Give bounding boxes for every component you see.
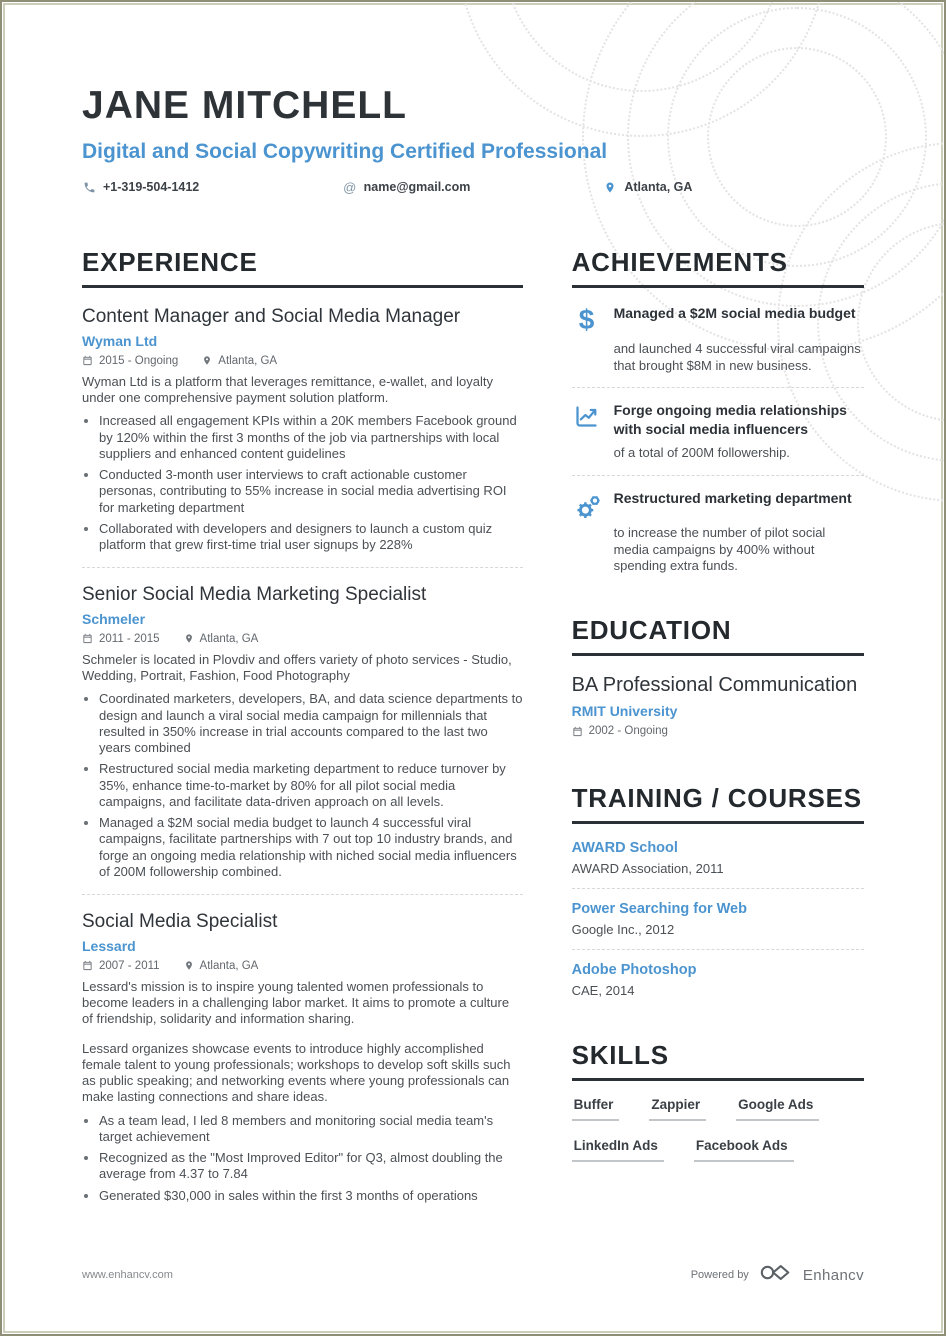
- course-name: Adobe Photoshop: [571, 962, 697, 979]
- location-pin-icon: [184, 633, 194, 644]
- calendar-icon: [572, 726, 583, 737]
- divider: [82, 567, 523, 568]
- location-pin-icon: [603, 181, 617, 194]
- skill-list: [572, 1097, 864, 1162]
- job-company: Schmeler: [82, 610, 146, 627]
- education-heading: EDUCATION: [572, 615, 864, 656]
- achievement-item: [572, 401, 864, 462]
- skill-tag: Zappier: [649, 1097, 706, 1121]
- bullet-item: • Generated $30,000 in sales within the first 3 months of operations: [99, 1188, 523, 1204]
- experience-heading: EXPERIENCE: [82, 247, 523, 288]
- job-entry: [82, 582, 523, 880]
- phone-icon: [82, 181, 96, 194]
- bullet-item: • Restructured social media marketing department to reduce turnover by 35%, enhance time-to-market by 80% for all pilot social media campaigns, and facilitate data-driven approach on all levels.: [99, 761, 523, 810]
- bullet-item: • As a team lead, I led 8 members and monitoring social media team's target achievement: [99, 1113, 523, 1146]
- calendar-icon: [82, 960, 93, 971]
- job-description: Lessard's mission is to inspire young talented women professionals to become leaders in a challenging labor market. It aims to promote a culture of friendship, solidarity and information sharing.: [82, 978, 510, 1027]
- course-item: [572, 840, 864, 876]
- job-title: Social Media Specialist: [82, 911, 278, 933]
- skills-heading: SKILLS: [572, 1040, 864, 1081]
- calendar-icon: [82, 633, 93, 644]
- person-role-title: Digital and Social Copywriting Certified Professional: [82, 139, 608, 163]
- job-meta: [82, 355, 523, 367]
- page-footer: [82, 1264, 864, 1286]
- job-dates: 2007 - 2011: [82, 960, 160, 972]
- location-pin-icon: [184, 960, 194, 971]
- contact-row: [82, 180, 864, 195]
- job-title: Content Manager and Social Media Manager: [82, 306, 461, 328]
- trend-chart-icon: [572, 401, 602, 438]
- achievements-section: [572, 247, 864, 575]
- powered-by[interactable]: [691, 1264, 864, 1286]
- training-section: [572, 783, 864, 998]
- phone-value: +1-319-504-1412: [103, 180, 200, 195]
- skill-tag: Google Ads: [736, 1097, 819, 1121]
- achievement-title: Restructured marketing department: [613, 489, 852, 506]
- course-org: Google Inc., 2012: [571, 922, 675, 938]
- bullet-item: • Coordinated marketers, developers, BA, and data science departments to design and launch a viral social media campaign for millennials that resulted in 350% increase in trial accounts compared to the last two years combined: [99, 691, 523, 756]
- brand-name: Enhancv: [802, 1266, 864, 1284]
- contact-location: [603, 180, 864, 195]
- achievement-item: [572, 489, 864, 575]
- gears-icon: [572, 489, 602, 518]
- job-description: Lessard organizes showcase events to introduce highly accomplished female talent to young professionals; workshops to develop soft skills such as public speaking; and networking events where young professionals can make lasting connections and share ideas.: [82, 1040, 511, 1105]
- job-company: Wyman Ltd: [82, 332, 158, 349]
- achievement-item: [572, 304, 864, 374]
- achievement-text: to increase the number of pilot social media campaigns by 400% without spending extra funds.: [613, 524, 826, 574]
- email-value[interactable]: name@gmail.com: [363, 180, 471, 195]
- education-meta: [572, 725, 864, 737]
- course-item: [572, 901, 864, 937]
- achievements-heading: ACHIEVEMENTS: [572, 247, 864, 288]
- job-description: Schmeler is located in Plovdiv and offers variety of photo services - Studio, Wedding, Portrait, Fashion, Food Photography: [82, 651, 512, 684]
- course-org: AWARD Association, 2011: [571, 861, 724, 877]
- divider: [572, 949, 864, 950]
- achievement-title: Forge ongoing media relationships with social media influencers: [613, 402, 847, 437]
- degree-title: BA Professional Communication: [571, 674, 858, 696]
- skill-tag: LinkedIn Ads: [572, 1138, 664, 1162]
- job-bullet-list: [82, 691, 523, 880]
- bullet-item: • Conducted 3-month user interviews to craft actionable customer personas, contributing to 55% increase in social media advertising ROI for marketing department: [99, 467, 523, 516]
- divider: [82, 894, 523, 895]
- job-meta: [82, 633, 523, 645]
- job-title: Senior Social Media Marketing Specialist: [82, 584, 427, 606]
- job-location: Atlanta, GA: [184, 960, 259, 972]
- job-meta: [82, 960, 523, 972]
- job-bullet-list: [82, 1113, 523, 1204]
- skill-tag: Facebook Ads: [694, 1138, 794, 1162]
- contact-email[interactable]: [343, 180, 604, 195]
- job-bullet-list: [82, 413, 523, 553]
- course-org: CAE, 2014: [571, 983, 635, 999]
- enhancv-site-link[interactable]: www.enhancv.com: [82, 1269, 173, 1281]
- job-company: Lessard: [82, 937, 136, 954]
- school-name: RMIT University: [571, 703, 678, 719]
- job-location: Atlanta, GA: [184, 633, 259, 645]
- course-name: Power Searching for Web: [571, 901, 747, 918]
- infinity-logo-icon: [759, 1264, 793, 1286]
- skill-tag: Buffer: [572, 1097, 620, 1121]
- location-value: Atlanta, GA: [624, 180, 693, 195]
- job-entry: [82, 909, 523, 1204]
- location-pin-icon: [202, 355, 212, 366]
- job-entry: [82, 304, 523, 553]
- course-item: [572, 962, 864, 998]
- person-name: JANE MITCHELL: [82, 84, 407, 127]
- calendar-icon: [82, 355, 93, 366]
- contact-phone: [82, 180, 343, 195]
- course-name: AWARD School: [571, 840, 678, 857]
- achievement-title: Managed a $2M social media budget: [613, 305, 856, 322]
- job-dates: 2015 - Ongoing: [82, 355, 178, 367]
- at-icon: @: [343, 179, 357, 195]
- powered-by-label: Powered by: [690, 1269, 749, 1281]
- divider: [572, 387, 864, 388]
- job-dates: 2011 - 2015: [82, 633, 160, 645]
- achievement-text: and launched 4 successful viral campaigns that brought $8M in new business.: [613, 341, 861, 373]
- bullet-item: • Increased all engagement KPIs within a 20K members Facebook ground by 120% within the first 3 months of the job via partnerships with local suppliers and enhanced content guidelines: [99, 413, 523, 462]
- training-heading: TRAINING / COURSES: [572, 783, 864, 824]
- education-dates: 2002 - Ongoing: [572, 725, 668, 737]
- divider: [572, 888, 864, 889]
- resume-header: [82, 86, 864, 195]
- achievement-text: of a total of 200M followership.: [613, 445, 790, 461]
- bullet-item: • Recognized as the "Most Improved Editor" for Q3, almost doubling the average from 4.37 to 7.84: [99, 1150, 523, 1183]
- skills-section: [572, 1040, 864, 1162]
- bullet-item: • Collaborated with developers and designers to launch a custom quiz platform that grew first-time trial user signups by 228%: [99, 521, 523, 554]
- bullet-item: • Managed a $2M social media budget to launch 4 successful viral campaigns, facilitate partnerships with 7 out top 10 industry brands, and forge an ongoing media relationship with niched social media influencers of 200M followership combined.: [99, 815, 523, 880]
- experience-section: [82, 247, 523, 1204]
- dollar-icon: $: [578, 304, 595, 336]
- divider: [572, 475, 864, 476]
- education-section: [572, 615, 864, 737]
- job-description: Wyman Ltd is a platform that leverages remittance, e-wallet, and loyalty under one comprehensive payment solution platform.: [82, 373, 494, 406]
- job-location: Atlanta, GA: [202, 355, 277, 367]
